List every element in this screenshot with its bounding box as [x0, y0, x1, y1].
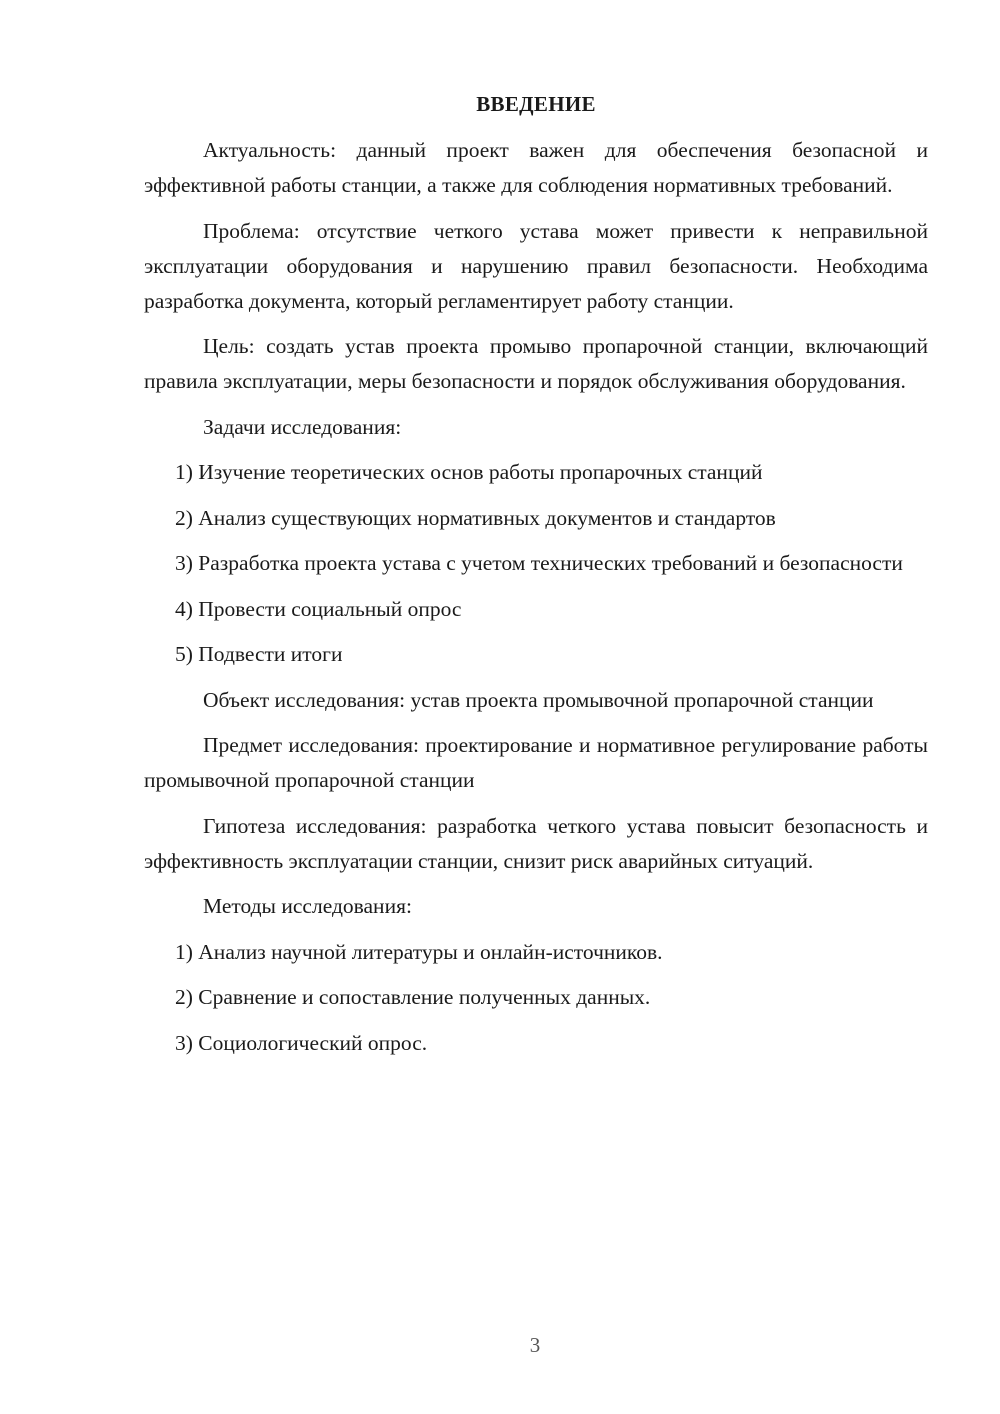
- paragraph-hypothesis: Гипотеза исследования: разработка четкого устава повысит безопасность и эффективность эксплуатации станции, снизит риск аварийных ситуаций.: [144, 813, 928, 873]
- task-item: 5) Подвести итоги: [175, 642, 343, 666]
- task-item: 4) Провести социальный опрос: [175, 596, 462, 621]
- method-item: 1) Анализ научной литературы и онлайн-источников.: [175, 939, 663, 964]
- paragraph-goal: Цель: создать устав проекта промыво пропарочной станции, включающий правила эксплуатации, меры безопасности и порядок обслуживания оборудования.: [144, 334, 928, 393]
- methods-heading: Методы исследования:: [203, 894, 412, 918]
- method-item: 3) Социологический опрос.: [175, 1030, 428, 1055]
- document-page: [144, 92, 928, 1071]
- page-number: 3: [529, 1333, 541, 1357]
- paragraph-subject: Предмет исследования: проектирование и нормативное регулирование работы промывочной пропарочной станции: [144, 733, 928, 792]
- task-item: 3) Разработка проекта устава с учетом технических требований и безопасности: [175, 551, 903, 575]
- task-item: 1) Изучение теоретических основ работы пропарочных станций: [175, 460, 763, 484]
- document-title: ВВЕДЕНИЕ: [476, 92, 596, 116]
- method-item: 2) Сравнение и сопоставление полученных данных.: [175, 985, 651, 1009]
- paragraph-relevance: Актуальность: данный проект важен для обеспечения безопасной и эффективной работы станции, а также для соблюдения нормативных требований.: [144, 138, 928, 197]
- paragraph-problem: Проблема: отсутствие четкого устава может привести к неправильной эксплуатации оборудования и нарушению правил безопасности. Необходима разработка документа, который регламентирует работу станции.: [144, 218, 928, 313]
- paragraph-object: Объект исследования: устав проекта промывочной пропарочной станции: [203, 687, 874, 712]
- tasks-heading: Задачи исследования:: [203, 414, 402, 439]
- task-item: 2) Анализ существующих нормативных документов и стандартов: [175, 505, 776, 530]
